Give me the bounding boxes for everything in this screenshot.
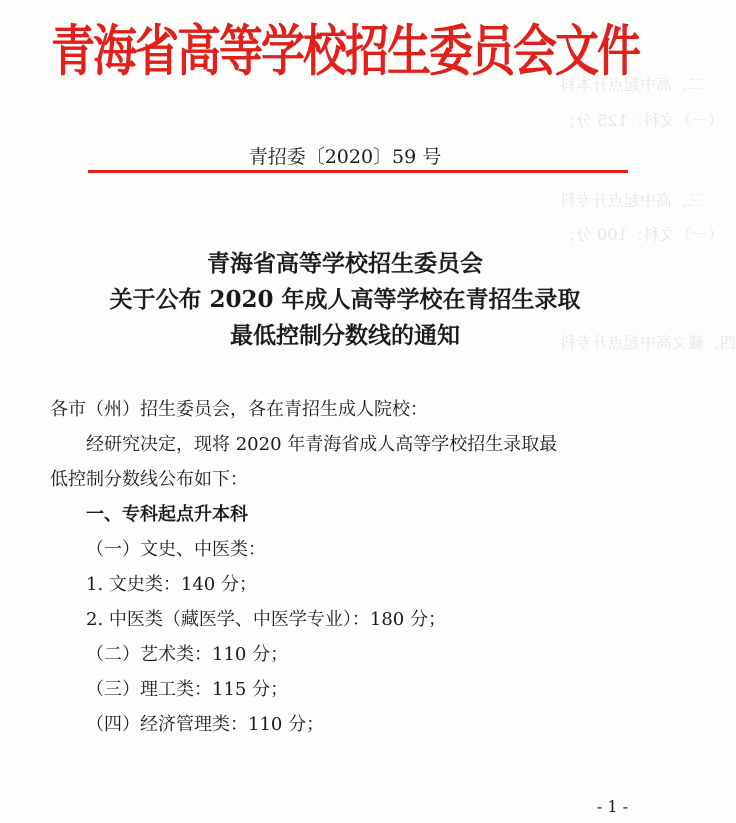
list-item-1-2: 2. 中医类（藏医学、中医学专业）：180 分； — [86, 609, 446, 630]
notice-title-line-3: 最低控制分数线的通知 — [230, 322, 460, 349]
red-divider-rule — [88, 170, 628, 173]
bleed-through-text: （一）文科：100 分； — [560, 225, 724, 244]
intro-paragraph-line-1: 经研究决定，现将 2020 年青海省成人高等学校招生录取最 — [86, 434, 558, 455]
list-item-1-1: 1. 文史类：140 分； — [86, 574, 257, 595]
bleed-through-text: 二、高中起点升本科 — [560, 75, 705, 94]
notice-body — [50, 394, 650, 744]
bleed-through-text: 四、藏文高中起点升专科 — [560, 333, 736, 352]
section-heading-1: 一、专科起点升本科 — [86, 504, 248, 525]
page-number: - 1 - — [596, 797, 628, 816]
bleed-through-text: （一）文科：125 分； — [560, 111, 724, 130]
list-item-2: （二）艺术类：110 分； — [86, 644, 289, 665]
intro-paragraph-line-2: 低控制分数线公布如下： — [50, 469, 248, 490]
document-header-title: 青海省高等学校招生委员会文件 — [51, 19, 639, 84]
notice-title — [0, 246, 690, 354]
notice-title-line-2: 关于公布 2020 年成人高等学校在青招生录取 — [109, 286, 581, 313]
list-item-1: （一）文史、中医类： — [86, 539, 266, 560]
list-item-3: （三）理工类：115 分； — [86, 679, 289, 700]
notice-title-line-1: 青海省高等学校招生委员会 — [207, 250, 483, 277]
list-item-4: （四）经济管理类：110 分； — [86, 714, 325, 735]
bleed-through-text: 三、高中起点升专科 — [560, 191, 705, 210]
salutation: 各市（州）招生委员会，各在青招生成人院校： — [50, 399, 428, 420]
document-number: 青招委〔2020〕59 号 — [248, 146, 442, 168]
